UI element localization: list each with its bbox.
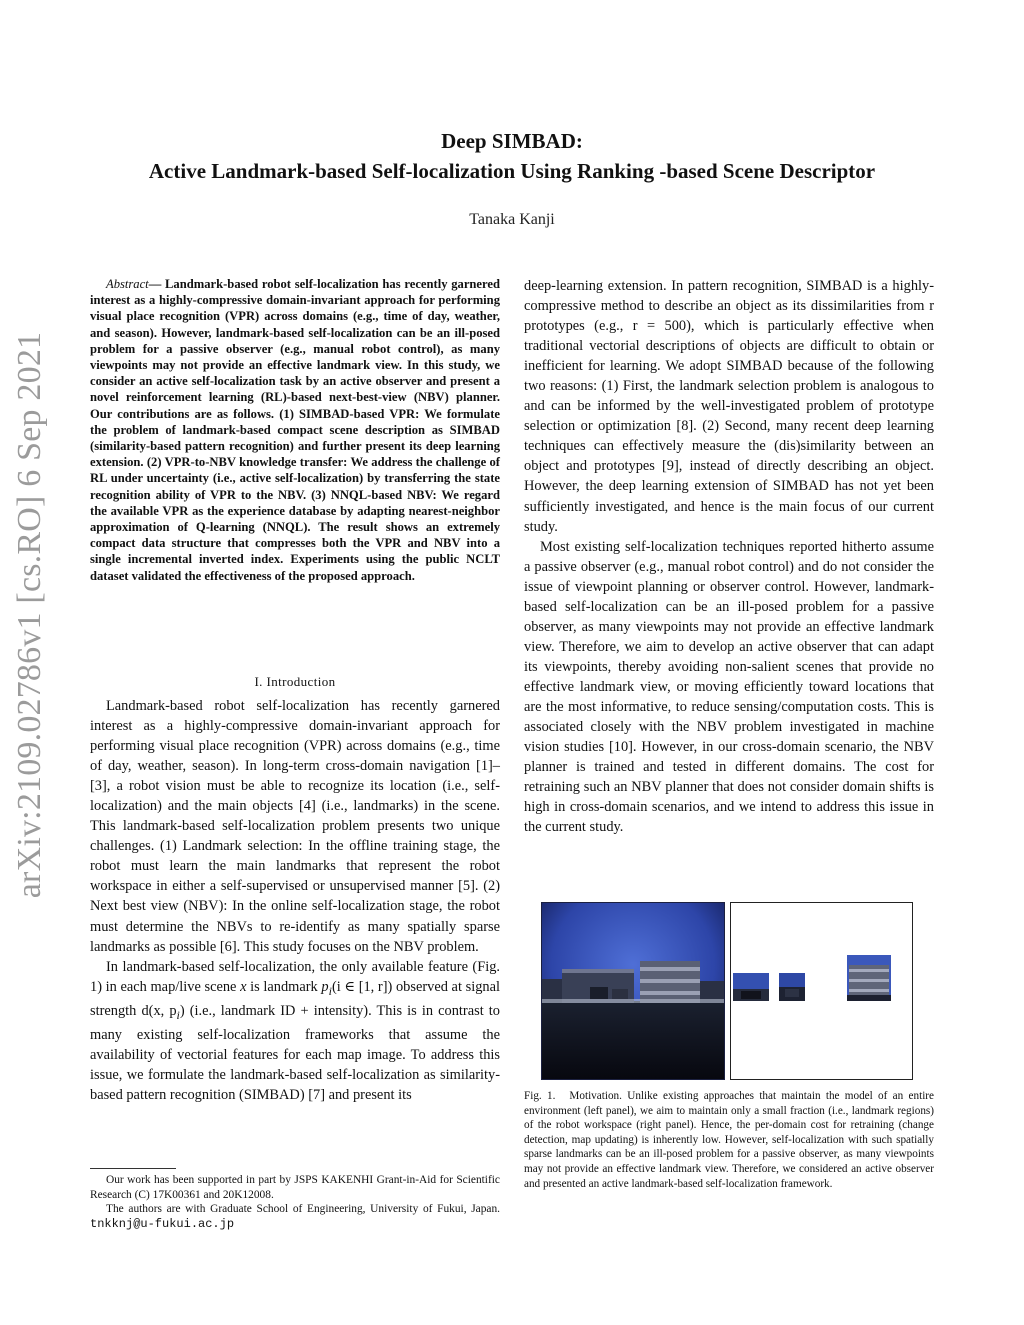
author-email-link[interactable]: tnkknj@u-fukui.ac.jp xyxy=(90,1216,235,1231)
left-paragraph-2: In landmark-based self-localization, the only available feature (Fig. 1) in each map/live scene x is landmark $p_i(i$ ∈ [1, r]) observed at signal strength d(x, $p_i$) (i.e., landmark ID + intensity). This is in contrast to many existing self-localization frameworks that assume the availability of vectorial features for each map image. To address this issue, we formulate the landmark-based self-localization as similarity-based pattern recognition (SIMBAD) [7] and present its xyxy=(90,958,500,1103)
arxiv-stamp xyxy=(8,325,52,905)
title-line-1: Deep SIMBAD: xyxy=(441,129,583,153)
footnote-affiliation: The authors are with Graduate School of Engineering, University of Fukui, Japan. tnkknj@u-fukui.ac.jp xyxy=(90,1203,500,1231)
arxiv-stamp-text: arXiv:2109.02786v1 [cs.RO] 6 Sep 2021 xyxy=(11,331,48,899)
section-heading: I. Introduction xyxy=(254,674,336,689)
footnote-rule xyxy=(90,1168,176,1169)
right-column-body xyxy=(524,276,934,837)
right-paragraph-1: deep-learning extension. In pattern recognition, SIMBAD is a highly-compressive method to describe an object as its dissimilarities from r prototypes (e.g., r = 500), which is particularly effective when traditional vectorial descriptions of objects are difficult to obtain or inefficient for learning. We adopt SIMBAD because of the following two reasons: (1) First, the landmark selection problem is analogous to and can be informed by the well-investigated problem of prototype selection or optimization [8]. (2) Second, many recent deep learning techniques can effectively measure the (dis)similarity between an object and prototypes [9], instead of directly describing an object. However, the deep learning extension of SIMBAD has not yet been sufficiently investigated, and hence is the main focus of our current study. xyxy=(524,278,934,535)
figure-1-right-panel-landmark-regions xyxy=(730,902,913,1080)
footnotes xyxy=(90,1173,500,1231)
landmark-crops xyxy=(731,903,912,1079)
right-paragraph-2: Most existing self-localization techniques reported hitherto assume a passive observer (e.g., manual robot control) and do not consider the issue of viewpoint planning or observer control. However, landmark-based self-localization can be an ill-posed problem for a passive observer, as many viewpoints may not provide an effective landmark view. Therefore, we aim to develop an active observer that can adapt its viewpoints, thereby avoiding non-salient scenes that provide no effective landmark view, or moving efficiently toward locations that are the most informative, to reduce sensing/computation costs. This is associated closely with the NBV problem investigated in machine vision studies [10]. However, in our cross-domain scenario, the NBV planner is trained and tested in different domains. The cost for retraining such an NBV planner that does not consider domain shifts is high in cross-domain scenarios, and we intend to address this issue in the current study. xyxy=(524,538,934,836)
left-paragraph-1: Landmark-based robot self-localization has recently garnered interest as a highly-compressive domain-invariant approach for performing visual place recognition (VPR) across domains (e.g., time of day, weather, season). In long-term cross-domain navigation [1]–[3], a robot vision must be able to recognize its location (i.e., self-localization) and the main objects [4] (i.e., landmarks) in the scene. This landmark-based self-localization problem presents two unique challenges. (1) Landmark selection: In the offline training stage, the robot must learn the main landmarks that represent the robot workspace in either a self-supervised or unsupervised manner [5]. (2) Next best view (NBV): In the online self-localization stage, the robot must determine the NBVs to re-identify as many spatially sparse landmarks as possible [6]. This study focuses on the NBV problem. xyxy=(90,698,500,955)
abstract-label: Abstract xyxy=(106,277,149,291)
abstract-dash: — xyxy=(148,277,162,291)
figure-1-caption xyxy=(524,1089,934,1191)
author: Tanaka Kanji xyxy=(469,211,555,228)
abstract-text: Landmark-based robot self-localization has recently garnered interest as a highly-compressive domain-invariant approach for performing visual place recognition (VPR) across domains (e.g., time of day, weather, and season). However, landmark-based self-localization can be an ill-posed problem for a passive observer (e.g., manual robot control), as many viewpoints may not provide an effective landmark view. In this study, we consider an active self-localization task by an active observer and present a novel reinforcement learning (RL)-based next-best-view (NBV) planner. Our contributions are as follows. (1) SIMBAD-based VPR: We formulate the problem of landmark-based compact scene description as SIMBAD (similarity-based pattern recognition) and further present its deep learning extension. (2) VPR-to-NBV knowledge transfer: We address the challenge of RL under uncertainty (i.e., active self-localization) by transferring the state recognition ability of VPR to the NBV. (3) NNQL-based NBV: We regard the available VPR as the experience database by adapting nearest-neighbor approximation of Q-learning (NNQL). The result shows an extremely compact data structure that compresses both the VPR and NBV into a single incremental inverted index. Experiments using the public NCLT dataset validated the effectiveness of the proposed approach. xyxy=(90,277,500,583)
figure-caption-label: Fig. 1. xyxy=(524,1090,556,1102)
scene-photo xyxy=(542,903,724,1079)
title-line-2: Active Landmark-based Self-localization Using Ranking -based Scene Descriptor xyxy=(148,159,876,183)
footnote-funding: Our work has been supported in part by JSPS KAKENHI Grant-in-Aid for Scientific Research (C) 17K00361 and 20K12008. xyxy=(90,1174,500,1201)
figure-caption-text: Motivation. Unlike existing approaches that maintain the model of an entire environment (left panel), we aim to maintain only a small fraction (i.e., landmark regions) of the robot workspace (right panel). Hence, the per-domain cost for retraining (change detection, map updating) is inherently low. However, self-localization with such spatially sparse landmarks can be an ill-posed problem for a passive observer, as many viewpoints may not provide an effective landmark view. Therefore, we considered an active observer and presented an active landmark-based self-localization framework. xyxy=(524,1090,934,1190)
left-column-body xyxy=(90,696,500,1105)
figure-1-left-panel-scene-image xyxy=(541,902,725,1080)
abstract xyxy=(90,276,500,584)
